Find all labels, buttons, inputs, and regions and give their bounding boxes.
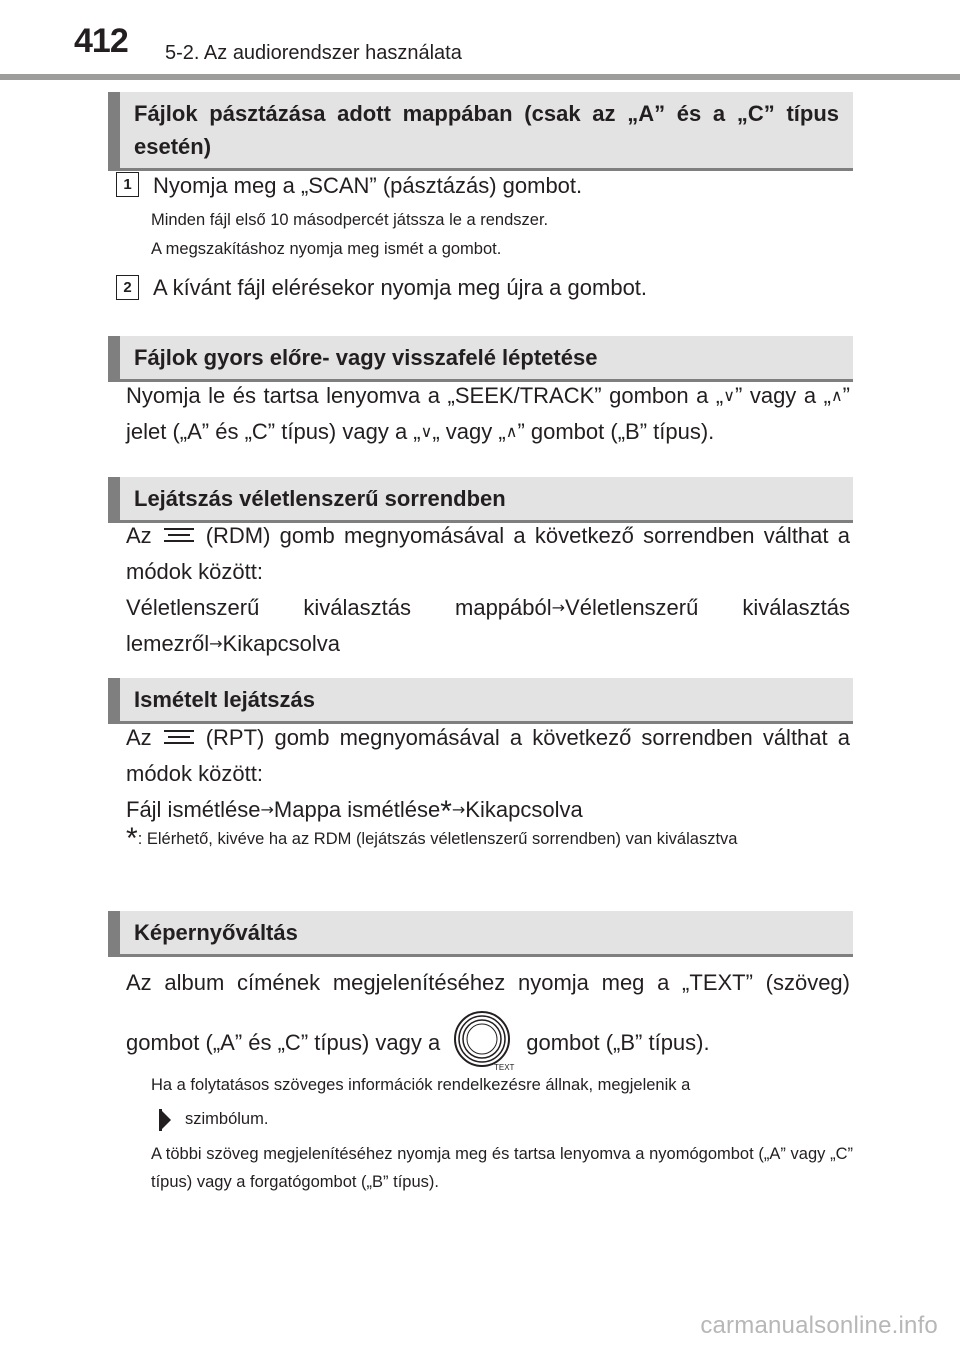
section-heading-random: Lejátszás véletlenszerű sorrendben (108, 477, 853, 523)
display-paragraph: Az album címének megjelenítéséhez nyomja meg a „TEXT” (szöveg) gombot („A” és „C” típus) vagy a TEXT gombot („B” típus). (126, 970, 850, 1073)
display-note-1: Ha a folytatásos szöveges információk rendelkezésre állnak, megjelenik a szimbólum. (151, 1068, 853, 1136)
rdm-button-icon (164, 528, 194, 542)
asterisk-mark: * (126, 822, 138, 855)
section-heading-seek: Fájlok gyors előre- vagy visszafelé léptetése (108, 336, 853, 382)
section-heading-repeat: Ismételt lejátszás (108, 678, 853, 724)
svg-text:TEXT: TEXT (494, 1063, 515, 1073)
section-heading-display: Képernyőváltás (108, 911, 853, 957)
down-chevron-icon: ∨ (723, 386, 735, 405)
down-chevron-icon: ∨ (420, 422, 433, 441)
arrow-right-icon: → (209, 634, 223, 653)
step-1-note-2: A megszakításhoz nyomja meg ismét a gombot. (151, 240, 502, 258)
arrow-right-icon: → (260, 800, 274, 819)
section-heading-scan: Fájlok pásztázása adott mappában (csak az „A” és a „C” típus esetén) (108, 92, 853, 171)
watermark: carmanualsonline.info (700, 1312, 938, 1339)
rpt-button-icon (164, 730, 194, 744)
page-number: 412 (74, 22, 128, 60)
step-1-text: Nyomja meg a „SCAN” (pásztázás) gombot. (153, 173, 583, 198)
repeat-paragraph: Az (RPT) gomb megnyomásával a következő sorrendben válthat a módok között: Fájl ismétlése→Mappa ismétlése*→Kikapcsolva (126, 725, 850, 828)
step-number-1: 1 (116, 172, 139, 197)
up-chevron-icon: ∧ (505, 422, 518, 441)
text-knob-icon (448, 1010, 518, 1072)
arrow-right-icon: → (551, 598, 566, 617)
chapter-title: 5-2. Az audiorendszer használata (165, 42, 462, 64)
asterisk-mark: * (440, 795, 452, 828)
up-chevron-icon: ∧ (830, 386, 843, 405)
seek-paragraph: Nyomja le és tartsa lenyomva a „SEEK/TRACK” gombon a „∨” vagy a „∧” jelet („A” és „C” típus) vagy a „∨„ vagy „∧” gombot („B” típus). (126, 383, 850, 444)
display-note-2: A többi szöveg megjelenítéséhez nyomja meg és tartsa lenyomva a nyomógombot („A” vagy „C” típus) vagy a forgatógombot („B” típus). (151, 1145, 853, 1191)
step-1-note-1: Minden fájl első 10 másodpercét játssza le a rendszer. (151, 211, 549, 229)
header-rule (0, 74, 960, 80)
repeat-footnote: *: Elérhető, kivéve ha az RDM (lejátszás véletlenszerű sorrendben) van kiválasztva (126, 822, 738, 855)
random-paragraph: Az (RDM) gomb megnyomásával a következő sorrendben válthat a módok között: Véletlenszerű kiválasztás mappából→Véletlenszerű kiválasztás lemezről→Kikapcsolva (126, 523, 850, 656)
continue-symbol-icon (157, 1107, 173, 1133)
step-2-text: A kívánt fájl elérésekor nyomja meg újra a gombot. (153, 275, 648, 300)
arrow-right-icon: → (451, 800, 466, 819)
step-number-2: 2 (116, 275, 139, 300)
